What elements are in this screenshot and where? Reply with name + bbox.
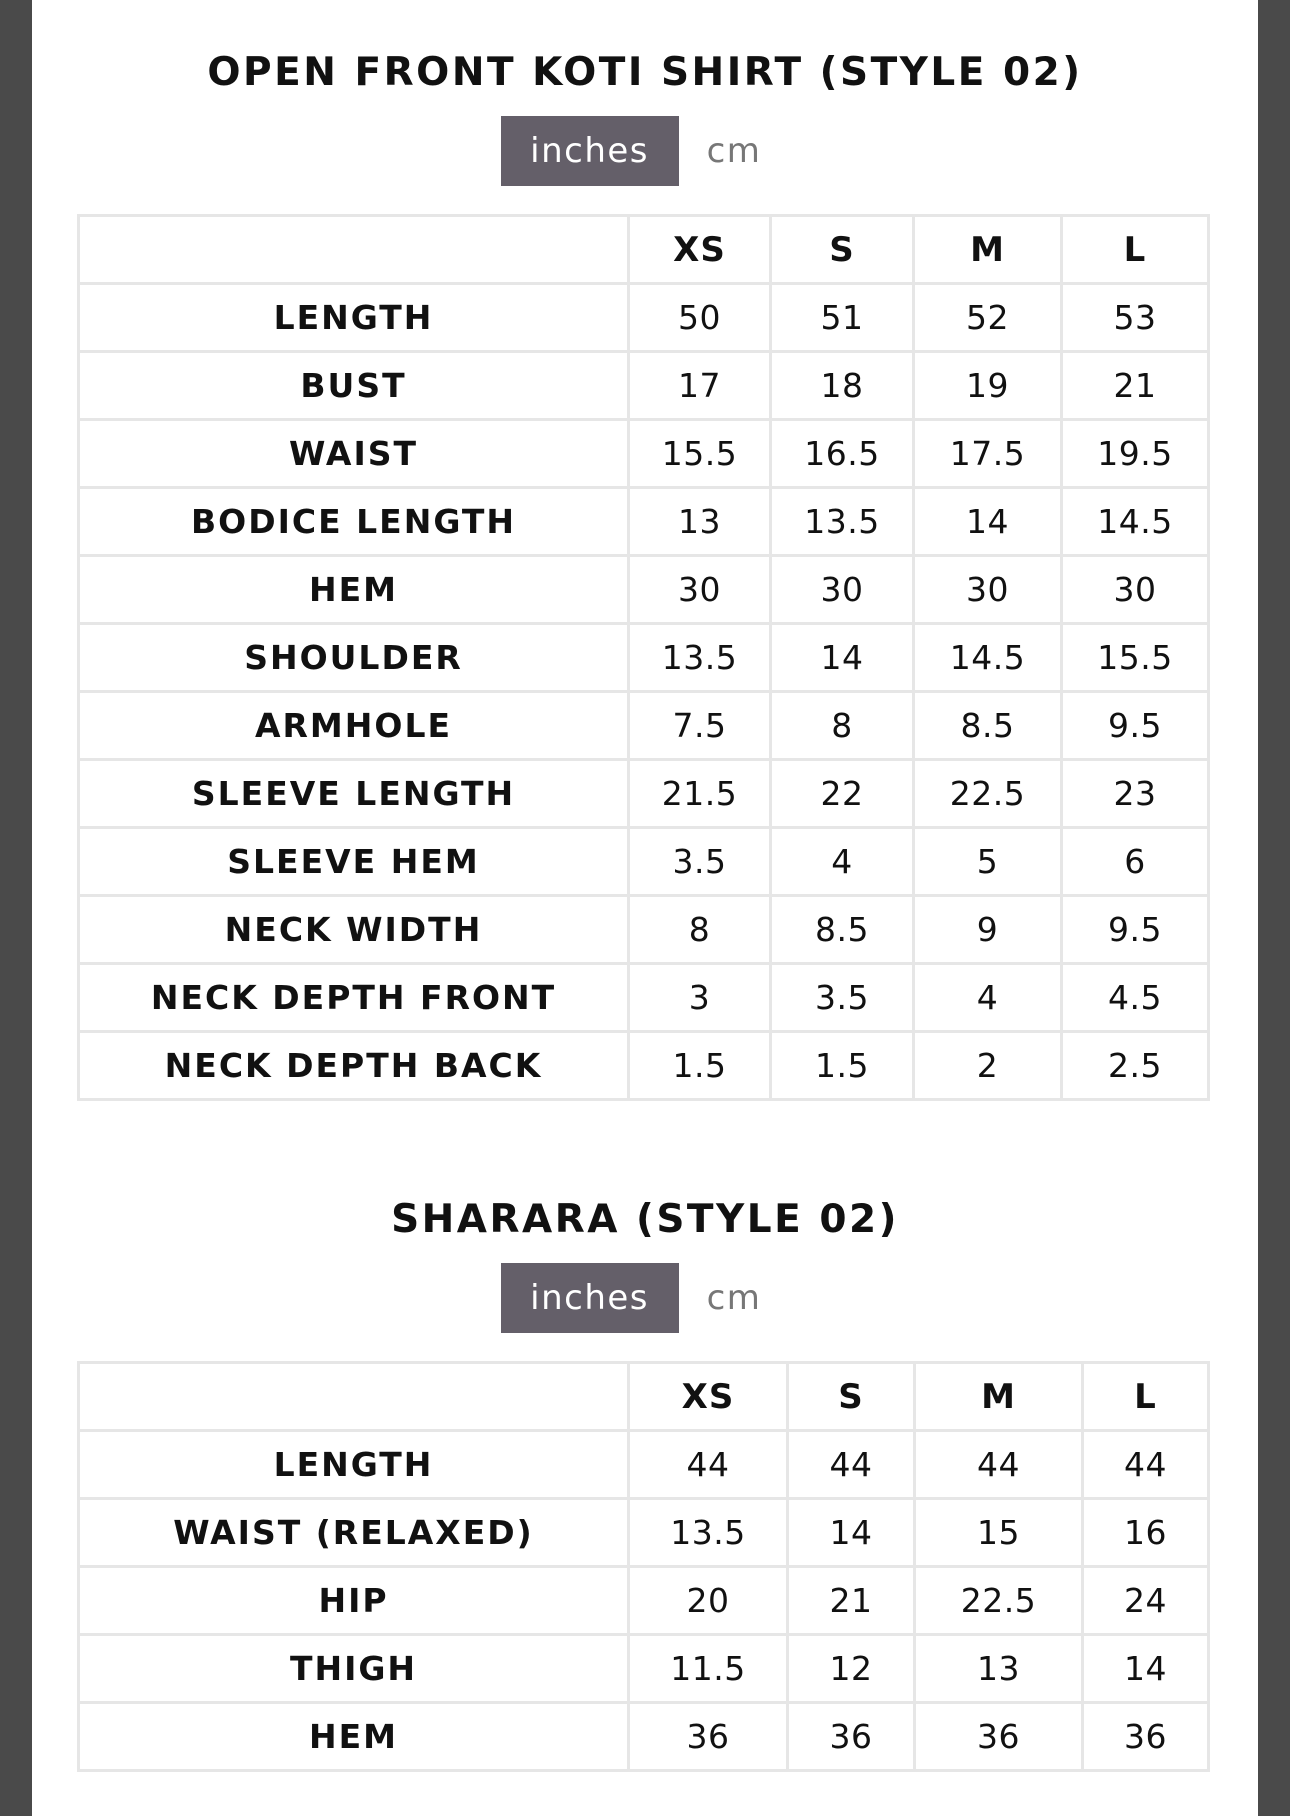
header-corner-cell: [79, 1363, 629, 1431]
measurement-value: 13.5: [629, 1499, 788, 1567]
measurement-value: 14: [788, 1499, 915, 1567]
measurement-value: 14: [1083, 1635, 1209, 1703]
measurement-label: NECK DEPTH BACK: [79, 1032, 629, 1100]
size-chart-page: [32, 0, 1258, 1816]
measurement-value: 30: [771, 556, 914, 624]
koti-header-row: [79, 216, 1209, 284]
koti-unit-toggle: [32, 116, 1258, 186]
measurement-value: 30: [1062, 556, 1209, 624]
measurement-label: NECK WIDTH: [79, 896, 629, 964]
measurement-value: 14: [914, 488, 1062, 556]
table-row: [79, 828, 1209, 896]
table-row: [79, 420, 1209, 488]
measurement-value: 53: [1062, 284, 1209, 352]
measurement-value: 17.5: [914, 420, 1062, 488]
sharara-title: SHARARA (STYLE 02): [391, 1197, 899, 1242]
size-header-xs: XS: [629, 216, 771, 284]
measurement-value: 13: [915, 1635, 1083, 1703]
koti-title: OPEN FRONT KOTI SHIRT (STYLE 02): [207, 50, 1083, 95]
koti-size-table: [77, 214, 1210, 1101]
measurement-value: 44: [1083, 1431, 1209, 1499]
koti-cm-button[interactable]: cm: [706, 131, 762, 171]
measurement-value: 36: [629, 1703, 788, 1771]
header-corner-cell: [79, 216, 629, 284]
measurement-value: 5: [914, 828, 1062, 896]
measurement-value: 13: [629, 488, 771, 556]
table-row: [79, 1032, 1209, 1100]
measurement-value: 8: [771, 692, 914, 760]
measurement-label: WAIST: [79, 420, 629, 488]
measurement-label: ARMHOLE: [79, 692, 629, 760]
measurement-value: 15: [915, 1499, 1083, 1567]
measurement-value: 16.5: [771, 420, 914, 488]
measurement-value: 15.5: [629, 420, 771, 488]
measurement-label: THIGH: [79, 1635, 629, 1703]
measurement-value: 21.5: [629, 760, 771, 828]
measurement-value: 44: [915, 1431, 1083, 1499]
table-row: [79, 284, 1209, 352]
measurement-value: 30: [914, 556, 1062, 624]
measurement-value: 2.5: [1062, 1032, 1209, 1100]
measurement-label: BODICE LENGTH: [79, 488, 629, 556]
measurement-label: HEM: [79, 556, 629, 624]
measurement-value: 9: [914, 896, 1062, 964]
measurement-value: 19.5: [1062, 420, 1209, 488]
table-row: [79, 352, 1209, 420]
table-row: [79, 1431, 1209, 1499]
measurement-value: 4: [771, 828, 914, 896]
table-row: [79, 896, 1209, 964]
measurement-label: HIP: [79, 1567, 629, 1635]
table-row: [79, 964, 1209, 1032]
measurement-value: 8.5: [771, 896, 914, 964]
measurement-value: 17: [629, 352, 771, 420]
size-header-xs: XS: [629, 1363, 788, 1431]
measurement-value: 20: [629, 1567, 788, 1635]
measurement-value: 8: [629, 896, 771, 964]
measurement-value: 3.5: [629, 828, 771, 896]
measurement-value: 23: [1062, 760, 1209, 828]
measurement-label: BUST: [79, 352, 629, 420]
koti-section: [32, 38, 1258, 1085]
measurement-value: 3: [629, 964, 771, 1032]
measurement-value: 52: [914, 284, 1062, 352]
measurement-value: 15.5: [1062, 624, 1209, 692]
measurement-value: 44: [629, 1431, 788, 1499]
sharara-unit-toggle: [32, 1263, 1258, 1333]
measurement-value: 13.5: [629, 624, 771, 692]
measurement-value: 8.5: [914, 692, 1062, 760]
measurement-value: 21: [1062, 352, 1209, 420]
size-header-s: S: [771, 216, 914, 284]
table-row: [79, 760, 1209, 828]
table-row: [79, 556, 1209, 624]
measurement-value: 21: [788, 1567, 915, 1635]
size-header-m: M: [915, 1363, 1083, 1431]
measurement-label: WAIST (RELAXED): [79, 1499, 629, 1567]
table-row: [79, 624, 1209, 692]
table-row: [79, 1635, 1209, 1703]
table-row: [79, 1499, 1209, 1567]
size-header-m: M: [914, 216, 1062, 284]
measurement-value: 14.5: [914, 624, 1062, 692]
measurement-value: 9.5: [1062, 896, 1209, 964]
measurement-value: 22.5: [914, 760, 1062, 828]
measurement-value: 50: [629, 284, 771, 352]
measurement-value: 2: [914, 1032, 1062, 1100]
measurement-label: LENGTH: [79, 1431, 629, 1499]
measurement-value: 44: [788, 1431, 915, 1499]
measurement-value: 4: [914, 964, 1062, 1032]
sharara-cm-button[interactable]: cm: [706, 1278, 762, 1318]
table-row: [79, 1703, 1209, 1771]
table-row: [79, 1567, 1209, 1635]
measurement-value: 19: [914, 352, 1062, 420]
sharara-header-row: [79, 1363, 1209, 1431]
measurement-value: 22.5: [915, 1567, 1083, 1635]
measurement-value: 4.5: [1062, 964, 1209, 1032]
measurement-value: 11.5: [629, 1635, 788, 1703]
size-header-l: L: [1083, 1363, 1209, 1431]
sharara-section: [32, 1185, 1258, 1756]
table-row: [79, 488, 1209, 556]
koti-inches-button[interactable]: inches: [501, 116, 679, 186]
measurement-value: 36: [788, 1703, 915, 1771]
measurement-value: 3.5: [771, 964, 914, 1032]
measurement-value: 51: [771, 284, 914, 352]
measurement-value: 13.5: [771, 488, 914, 556]
measurement-label: NECK DEPTH FRONT: [79, 964, 629, 1032]
measurement-value: 1.5: [629, 1032, 771, 1100]
measurement-value: 36: [1083, 1703, 1209, 1771]
measurement-value: 9.5: [1062, 692, 1209, 760]
measurement-label: SHOULDER: [79, 624, 629, 692]
measurement-value: 1.5: [771, 1032, 914, 1100]
measurement-value: 7.5: [629, 692, 771, 760]
measurement-label: SLEEVE HEM: [79, 828, 629, 896]
size-header-s: S: [788, 1363, 915, 1431]
sharara-inches-button[interactable]: inches: [501, 1263, 679, 1333]
measurement-value: 16: [1083, 1499, 1209, 1567]
measurement-value: 14: [771, 624, 914, 692]
measurement-value: 24: [1083, 1567, 1209, 1635]
measurement-label: HEM: [79, 1703, 629, 1771]
table-row: [79, 692, 1209, 760]
measurement-value: 18: [771, 352, 914, 420]
size-header-l: L: [1062, 216, 1209, 284]
measurement-label: LENGTH: [79, 284, 629, 352]
measurement-value: 14.5: [1062, 488, 1209, 556]
measurement-value: 6: [1062, 828, 1209, 896]
sharara-size-table: [77, 1361, 1210, 1772]
measurement-value: 36: [915, 1703, 1083, 1771]
measurement-value: 12: [788, 1635, 915, 1703]
measurement-value: 22: [771, 760, 914, 828]
measurement-value: 30: [629, 556, 771, 624]
measurement-label: SLEEVE LENGTH: [79, 760, 629, 828]
